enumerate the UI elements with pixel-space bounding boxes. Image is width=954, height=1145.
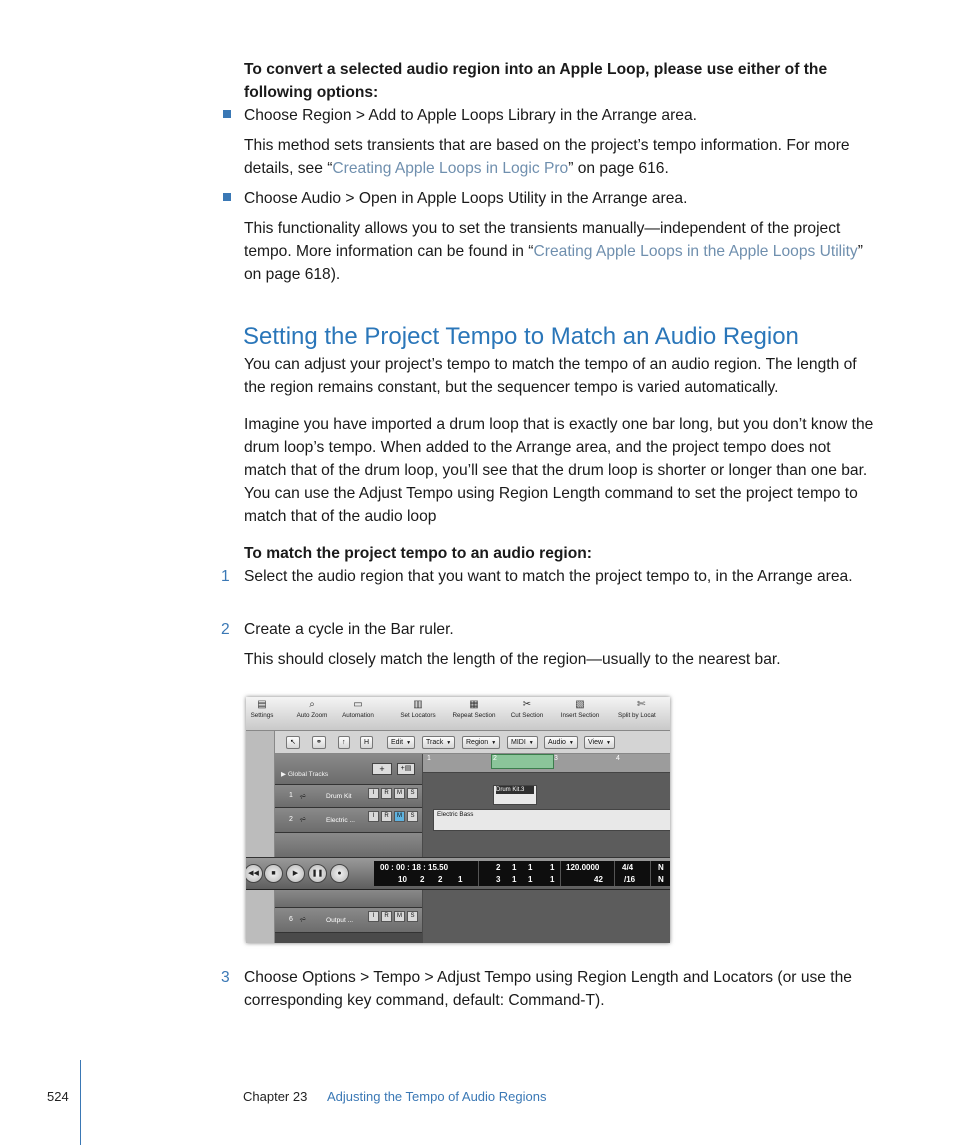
step-number: 2 [221,621,230,638]
task-heading: To match the project tempo to an audio region: [244,545,592,562]
repeat-icon: ▦ [469,699,479,710]
cycle-area[interactable] [491,754,554,769]
toolbar-settings[interactable] [247,699,277,719]
bullet-icon [223,193,231,201]
lcd-value: 10 [398,875,407,884]
duplicate-track-icon[interactable]: +▤ [397,763,415,775]
toolbar-set-locators[interactable] [394,699,442,719]
menu-view[interactable] [584,736,615,749]
lcd-value: 1 [550,875,555,884]
locators-icon: ▥ [413,699,423,710]
menu-region[interactable] [462,736,500,749]
mute-button[interactable]: M [394,911,405,922]
lcd-value: N [658,863,664,872]
functionality-paragraph [244,217,874,286]
bullet-item-audio: Choose Audio > Open in Apple Loops Utility in the Arrange area. [244,190,688,207]
drum-region[interactable] [493,785,537,805]
text-run: This functionality allows you to set the transients manually—independent of the project tempo. More information can be found in “ [244,220,841,260]
lcd-value: 1 [528,863,533,872]
toolbar-repeat-section[interactable] [446,699,502,719]
track-header[interactable] [275,808,422,833]
waveform-icon: ⩫ [299,814,307,824]
record-button[interactable]: R [381,911,392,922]
menu-audio[interactable] [544,736,578,749]
link-creating-apple-loops[interactable]: Creating Apple Loops in Logic Pro [332,160,569,177]
section-intro-paragraph: You can adjust your project’s tempo to match the tempo of an audio region. The length of the region remains constant, but the sequencer tempo is varied automatically. [244,356,857,396]
text-run: This method sets transients that are based on the project’s tempo information. For more details, see “ [244,137,850,177]
lcd-display [374,861,670,886]
zoom-icon: ⌕ [309,699,315,710]
menu-label: MIDI [511,739,526,746]
snap-icon[interactable]: H [360,736,373,749]
link-apple-loops-utility[interactable]: Creating Apple Loops in the Apple Loops Utility [533,243,858,260]
drum-loop-paragraph: Imagine you have imported a drum loop that is exactly one bar long, but you don’t know the drum loop’s tempo. When added to the Arrange area, and the project tempo does not match that of the drum loop, you’ll see that the drum loop is shorter or longer than one bar. You can use the Adjust Tempo using Region Length command to set the project tempo to match that of the audio loop [244,416,874,525]
method-paragraph [244,134,874,180]
solo-button[interactable]: S [407,788,418,799]
record-icon[interactable]: ● [330,864,349,883]
toolbar-automation[interactable] [336,699,380,719]
track-number: 1 [289,792,293,799]
menu-label: Region [466,739,489,746]
record-button[interactable]: R [381,811,392,822]
track-name: Output ... [326,917,354,924]
pointer-tool-icon[interactable]: ↑ [338,736,350,749]
record-enable-button[interactable]: I [368,788,379,799]
toolbar-split-by-locators[interactable] [618,699,670,719]
toolbar-label: Automation [342,712,374,719]
options-heading: To convert a selected audio region into an Apple Loop, please use either of the following options: [244,61,828,101]
toolbar-label: Insert Section [560,712,600,719]
local-menu-bar [246,731,670,754]
step-number: 3 [221,969,230,986]
record-button[interactable]: R [381,788,392,799]
bullet-item-region: Choose Region > Add to Apple Loops Library in the Arrange area. [244,107,697,124]
lcd-divider [478,861,479,886]
chevron-down-icon: ▼ [568,740,574,746]
transport-bar [246,857,670,890]
text-run: ” on page 616. [568,160,669,177]
logic-arrange-screenshot [246,697,670,943]
solo-button[interactable]: S [407,811,418,822]
text-run: ” on page 618). [244,243,863,283]
toolbar-label: Settings [250,712,274,719]
chevron-down-icon: ▼ [606,740,611,746]
back-button[interactable]: ↖ [286,736,300,749]
global-tracks-header[interactable] [275,754,422,785]
time-signature: 4/4 [622,863,634,872]
add-track-icon[interactable]: + [372,763,392,775]
track-number: 6 [289,916,293,923]
menu-midi[interactable] [507,736,538,749]
play-icon[interactable]: ▶ [286,864,305,883]
global-tracks-label: ▶ Global Tracks [281,771,329,778]
automation-icon: ▭ [353,699,363,710]
region-name: Drum Kit.3 [496,786,534,794]
step-number: 1 [221,568,230,585]
menu-label: View [588,739,604,746]
region-name: Electric Bass [437,811,474,818]
step-note: This should closely match the length of the region—usually to the nearest bar. [244,651,781,668]
step-text: Choose Options > Tempo > Adjust Tempo using Region Length and Locators (or use the corresponding key command, default: Command-T). [244,969,852,1009]
track-name: Electric ... [326,817,355,824]
ruler-bar-number: 2 [493,755,497,762]
lcd-value: N [658,875,664,884]
lcd-value: 1 [512,863,517,872]
chevron-down-icon: ▼ [446,740,452,746]
lcd-value: 1 [550,863,555,872]
pause-icon[interactable]: ❚❚ [308,864,327,883]
chevron-down-icon: ▼ [528,740,534,746]
toolbar-label: Split by Locat [618,712,656,719]
section-title: Setting the Project Tempo to Match an Audio Region [243,323,799,350]
lcd-value: 3 [496,875,501,884]
stop-icon[interactable]: ■ [264,864,283,883]
track-header [275,889,422,908]
smpte-position: 00 : 00 : 18 : 15.50 [380,863,449,872]
inspector-strip [246,731,275,943]
menu-label: Track [426,739,444,746]
lcd-divider [650,861,651,886]
ruler-bar-number: 3 [554,755,558,762]
step-text: Create a cycle in the Bar ruler. [244,621,454,638]
toolbar [246,697,670,731]
bass-region[interactable] [433,809,670,831]
lcd-divider [614,861,615,886]
lcd-value: 2 [420,875,425,884]
toolbar-label: Set Locators [400,712,436,719]
division-value: /16 [624,875,636,884]
menu-track[interactable] [422,736,455,749]
mute-button[interactable]: M [394,788,405,799]
record-enable-button[interactable]: I [368,811,379,822]
ruler-bar-number: 1 [427,755,431,762]
lcd-value: 1 [512,875,517,884]
ruler-bar-number: 4 [616,755,620,762]
settings-icon: ▤ [257,699,267,710]
split-icon: ✄ [637,699,646,710]
chevron-down-icon: ▼ [491,740,497,746]
tempo-value: 120.0000 [566,863,600,872]
toolbar-label: Repeat Section [452,712,496,719]
lcd-value: 1 [528,875,533,884]
track-header [275,833,422,858]
track-number: 2 [289,816,293,823]
menu-edit[interactable] [387,736,415,749]
menu-label: Audio [548,739,566,746]
footer-chapter-title: Adjusting the Tempo of Audio Regions [327,1089,547,1104]
waveform-icon: ⩫ [299,791,307,801]
track-header[interactable] [275,908,422,933]
menu-label: Edit [391,739,404,746]
lcd-value: 2 [438,875,443,884]
step-text: Select the audio region that you want to match the project tempo to, in the Arrange area. [244,568,853,585]
rewind-icon[interactable]: ◀◀ [246,864,263,883]
toolbar-auto-zoom[interactable] [290,699,334,719]
link-icon[interactable]: ⚭ [312,736,326,749]
solo-button[interactable]: S [407,911,418,922]
insert-icon: ▧ [575,699,585,710]
toolbar-cut-section[interactable] [504,699,550,719]
lcd-divider [560,861,561,886]
footer-rule [80,1060,81,1145]
toolbar-insert-section[interactable] [552,699,608,719]
waveform-icon: ⩫ [299,914,307,924]
lcd-value: 1 [458,875,463,884]
toolbar-label: Auto Zoom [296,712,328,719]
lcd-value: 2 [496,863,501,872]
toolbar-label: Cut Section [510,712,544,719]
chevron-down-icon: ▼ [406,740,412,746]
record-enable-button[interactable]: I [368,911,379,922]
track-header[interactable] [275,785,422,808]
arrange-area[interactable] [423,754,670,943]
bar-ruler[interactable] [423,754,670,773]
bullet-icon [223,110,231,118]
track-name: Drum Kit [326,793,352,800]
cut-icon: ✂ [522,699,532,710]
mute-button[interactable]: M [394,811,405,822]
footer-chapter: Chapter 23 [243,1089,308,1104]
lcd-value: 42 [594,875,603,884]
page-number: 524 [47,1089,69,1104]
